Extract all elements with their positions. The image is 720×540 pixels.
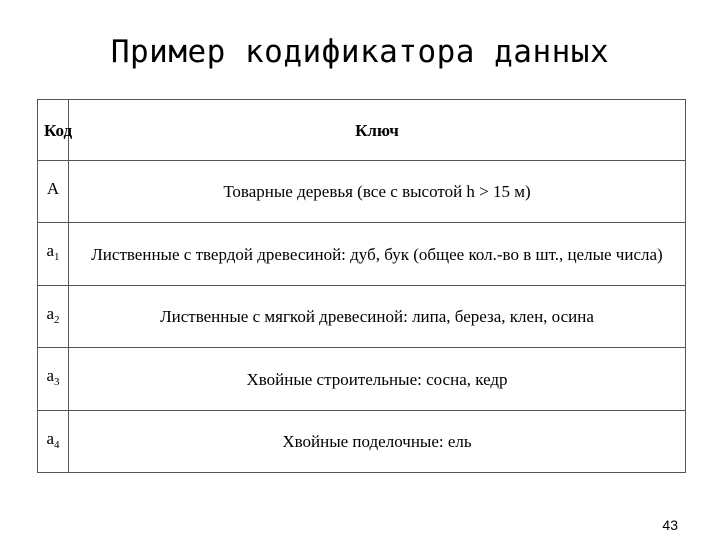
code-cell bbox=[38, 348, 69, 411]
code-base: a bbox=[46, 241, 55, 260]
key-cell: Хвойные строительные: сосна, кедр bbox=[69, 348, 686, 411]
code-cell bbox=[38, 286, 69, 348]
code-subscript: 2 bbox=[54, 313, 60, 326]
key-cell: Товарные деревья (все с высотой h > 15 м) bbox=[69, 161, 686, 223]
table-row bbox=[38, 161, 686, 223]
code-base: A bbox=[46, 178, 60, 198]
code-base: a bbox=[46, 303, 55, 323]
code-cell bbox=[38, 161, 69, 223]
table-row bbox=[38, 411, 686, 473]
header-code: Код bbox=[38, 100, 69, 161]
table-row bbox=[38, 223, 686, 286]
key-cell: Лиственные с мягкой древесиной: липа, береза, клен, осина bbox=[69, 286, 686, 348]
table-header-row bbox=[38, 100, 686, 161]
page-number: 43 bbox=[662, 517, 678, 533]
code-subscript: 1 bbox=[54, 251, 60, 263]
table-row bbox=[38, 348, 686, 411]
code-cell bbox=[38, 411, 69, 473]
key-cell: Лиственные с твердой древесиной: дуб, бук (общее кол.-во в шт., целые числа) bbox=[69, 223, 686, 286]
code-subscript: 3 bbox=[54, 376, 60, 388]
codifier-table bbox=[37, 99, 686, 473]
slide-title: Пример кодификатора данных bbox=[110, 34, 610, 70]
key-cell: Хвойные поделочные: ель bbox=[69, 411, 686, 473]
code-base: a bbox=[46, 366, 55, 385]
header-key: Ключ bbox=[69, 100, 686, 161]
code-cell bbox=[38, 223, 69, 286]
table-row bbox=[38, 286, 686, 348]
code-subscript: 4 bbox=[54, 438, 60, 451]
code-base: a bbox=[46, 428, 55, 448]
